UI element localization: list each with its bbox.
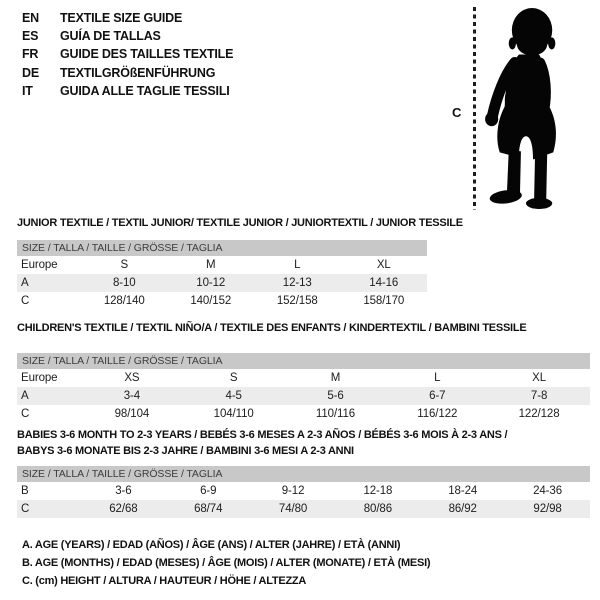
table-cell: 152/158 xyxy=(276,295,318,307)
table-cell: 74/80 xyxy=(278,503,308,515)
table-cell: 104/110 xyxy=(213,408,254,420)
language-code: EN xyxy=(22,11,39,25)
table-cell: L xyxy=(434,372,441,384)
language-row xyxy=(22,64,233,82)
table-cell: 4-5 xyxy=(225,390,242,402)
table-cell: 10-12 xyxy=(196,277,226,289)
table-cell: XL xyxy=(532,372,547,384)
size-table-junior xyxy=(17,240,427,310)
table-cell: 12-18 xyxy=(363,485,393,497)
table-cell: 92/98 xyxy=(533,503,562,515)
height-measure-label: C xyxy=(452,105,462,120)
table-row xyxy=(17,292,427,310)
table-cell: 128/140 xyxy=(103,295,145,307)
table-cell: 12-13 xyxy=(282,277,312,289)
table-title: BABYS 3-6 MONATE BIS 2-3 JAHRE / BAMBINI 3-6 MESI A 2-3 ANNI xyxy=(17,445,354,457)
table-cell: 3-6 xyxy=(115,485,132,497)
language-code: DE xyxy=(22,65,39,80)
table-cell: 158/170 xyxy=(363,295,405,307)
table-cell: XS xyxy=(124,372,140,384)
table-cell: M xyxy=(330,372,341,384)
table-cell: 24-36 xyxy=(533,485,563,497)
table-cell: 140/152 xyxy=(190,295,232,307)
table-row xyxy=(17,405,590,423)
language-title: TEXTILGRÖßENFÜHRUNG xyxy=(60,65,216,80)
size-header-bar: SIZE / TALLA / TAILLE / GRÖSSE / TAGLIA xyxy=(17,240,427,256)
table-cell: 80/86 xyxy=(363,503,393,515)
table-cell: L xyxy=(294,259,301,271)
row-label: C xyxy=(21,295,30,307)
language-title-list xyxy=(22,9,233,100)
row-label: Europe xyxy=(21,259,58,271)
language-title: GUIDE DES TAILLES TEXTILE xyxy=(60,47,234,62)
table-cell: M xyxy=(206,259,216,271)
legend-footnote: A. AGE (YEARS) / EDAD (AÑOS) / ÂGE (ANS) / ALTER (JAHRE) / ETÀ (ANNI) xyxy=(22,539,401,551)
row-label: Europe xyxy=(21,372,58,384)
language-code: FR xyxy=(22,47,39,62)
table-cell: 122/128 xyxy=(518,408,560,420)
language-title: GUIDA ALLE TAGLIE TESSILI xyxy=(60,83,230,98)
table-row xyxy=(17,274,427,292)
table-cell: 116/122 xyxy=(417,408,458,420)
size-table-section-junior xyxy=(17,215,463,310)
table-row xyxy=(17,256,427,274)
size-header-bar: SIZE / TALLA / TAILLE / GRÖSSE / TAGLIA xyxy=(17,466,590,482)
table-row xyxy=(17,482,590,500)
table-row xyxy=(17,369,590,387)
table-cell: 9-12 xyxy=(281,485,305,497)
table-cell: 98/104 xyxy=(114,408,150,420)
row-label: C xyxy=(21,408,30,420)
table-title: BABIES 3-6 MONTH TO 2-3 YEARS / BEBÉS 3-6 MESES A 2-3 AÑOS / BÉBÉS 3-6 MOIS À 2-3 ANS / xyxy=(17,429,508,441)
table-title: JUNIOR TEXTILE / TEXTIL JUNIOR/ TEXTILE JUNIOR / JUNIORTEXTIL / JUNIOR TESSILE xyxy=(17,217,463,229)
row-label: A xyxy=(21,277,29,289)
table-cell: S xyxy=(120,259,129,271)
row-label: B xyxy=(21,485,29,497)
table-cell: 62/68 xyxy=(109,503,138,515)
table-cell: 110/116 xyxy=(315,408,356,420)
language-code: IT xyxy=(22,83,33,98)
height-measure-line xyxy=(473,7,476,210)
size-table-babies xyxy=(17,466,590,518)
language-row xyxy=(22,45,233,63)
size-header-bar: SIZE / TALLA / TAILLE / GRÖSSE / TAGLIA xyxy=(17,353,590,369)
table-cell: 6-9 xyxy=(200,485,217,497)
table-cell: S xyxy=(229,372,238,384)
row-label: C xyxy=(21,503,30,515)
table-cell: 8-10 xyxy=(112,277,136,289)
language-code: ES xyxy=(22,29,39,44)
table-cell: XL xyxy=(376,259,391,271)
table-cell: 86/92 xyxy=(448,503,477,515)
legend-footnotes xyxy=(22,536,430,590)
language-row xyxy=(22,9,233,27)
table-cell: 68/74 xyxy=(194,503,223,515)
legend-footnote: C. (cm) HEIGHT / ALTURA / HAUTEUR / HÖHE / ALTEZZA xyxy=(22,575,307,587)
figure-area xyxy=(440,0,600,216)
table-cell: 18-24 xyxy=(448,485,478,497)
table-cell: 5-6 xyxy=(327,390,344,402)
size-table-section-children xyxy=(17,320,590,423)
row-label: A xyxy=(21,390,29,402)
language-title: TEXTILE SIZE GUIDE xyxy=(60,11,183,25)
language-title: GUÍA DE TALLAS xyxy=(60,29,161,44)
table-row xyxy=(17,500,590,518)
language-row xyxy=(22,82,233,100)
table-cell: 3-4 xyxy=(123,390,141,402)
table-cell: 14-16 xyxy=(369,277,399,289)
toddler-silhouette-icon xyxy=(482,4,574,211)
table-cell: 6-7 xyxy=(429,390,446,402)
size-table-children xyxy=(17,353,590,423)
table-row xyxy=(17,387,590,405)
size-table-section-babies xyxy=(17,427,590,518)
language-row xyxy=(22,27,233,45)
legend-footnote: B. AGE (MONTHS) / EDAD (MESES) / ÂGE (MOIS) / ALTER (MONATE) / ETÀ (MESI) xyxy=(22,557,431,569)
table-title: CHILDREN'S TEXTILE / TEXTIL NIÑO/A / TEXTILE DES ENFANTS / KINDERTEXTIL / BAMBINI TESSILE xyxy=(17,322,527,334)
table-cell: 7-8 xyxy=(530,390,548,402)
